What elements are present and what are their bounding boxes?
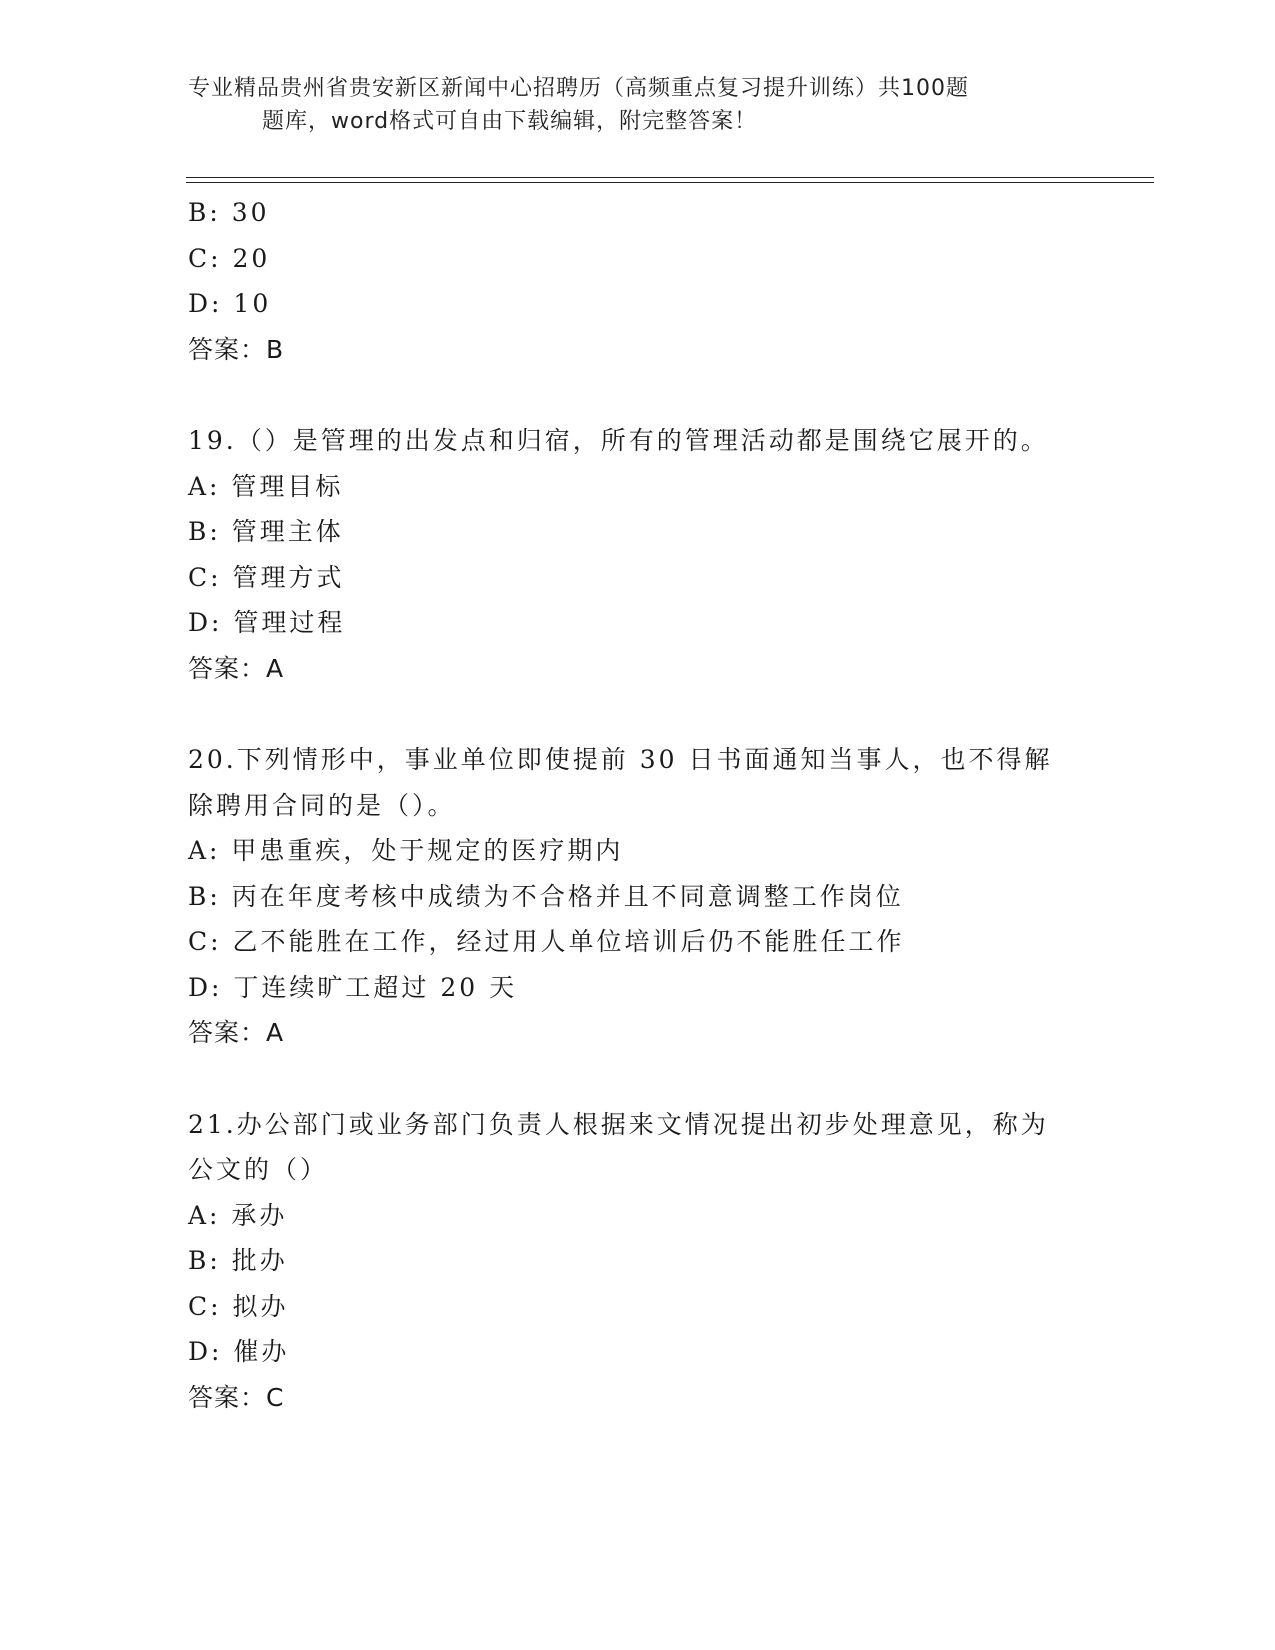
spacer (188, 691, 1128, 737)
question-text-continued: 公文的（） (188, 1155, 329, 1184)
option-b: B: 批办 (188, 1246, 288, 1275)
question-text: 21.办公部门或业务部门负责人根据来文情况提出初步处理意见，称为 (188, 1109, 1049, 1139)
header-rule-top (186, 177, 1154, 178)
option-a: A: 管理目标 (188, 471, 344, 501)
prev-question-block (188, 190, 1128, 372)
question-19 (188, 418, 1128, 691)
option-b: B: 30 (188, 198, 270, 227)
option-c: C: 乙不能胜在工作，经过用人单位培训后仍不能胜任工作 (188, 927, 905, 956)
option-d: D: 10 (188, 289, 272, 318)
answer-line: 答案：C (188, 1382, 285, 1412)
option-b: B: 丙在年度考核中成绩为不合格并且不同意调整工作岗位 (188, 881, 904, 911)
question-text: 20.下列情形中，事业单位即使提前 30 日书面通知当事人，也不得解 (188, 745, 1053, 774)
header-title-line-1: 专业精品贵州省贵安新区新闻中心招聘历（高频重点复习提升训练）共100题 (188, 76, 969, 101)
question-text: 19.（）是管理的出发点和归宿，所有的管理活动都是围绕它展开的。 (188, 426, 1049, 455)
answer-line: 答案：B (188, 334, 285, 364)
question-text-continued: 除聘用合同的是（）。 (188, 790, 456, 820)
header-rule-bottom (186, 182, 1154, 183)
option-a: A: 甲患重疾，处于规定的医疗期内 (188, 836, 624, 865)
spacer (188, 372, 1128, 418)
answer-line: 答案：A (188, 1018, 285, 1047)
option-c: C: 20 (188, 243, 271, 273)
option-d: D: 管理过程 (188, 608, 346, 637)
spacer (188, 1056, 1128, 1102)
option-d: D: 丁连续旷工超过 20 天 (188, 972, 518, 1002)
option-b: B: 管理主体 (188, 517, 344, 546)
option-d: D: 催办 (188, 1337, 290, 1366)
option-c: C: 管理方式 (188, 562, 345, 592)
question-21 (188, 1102, 1128, 1421)
option-a: A: 承办 (188, 1200, 288, 1230)
header-title-line-2: 题库，word格式可自由下载编辑，附完整答案！ (262, 109, 758, 134)
answer-line: 答案：A (188, 653, 285, 683)
document-header (188, 72, 1068, 138)
document-body (188, 190, 1128, 1420)
option-c: C: 拟办 (188, 1291, 289, 1321)
question-20 (188, 737, 1128, 1056)
